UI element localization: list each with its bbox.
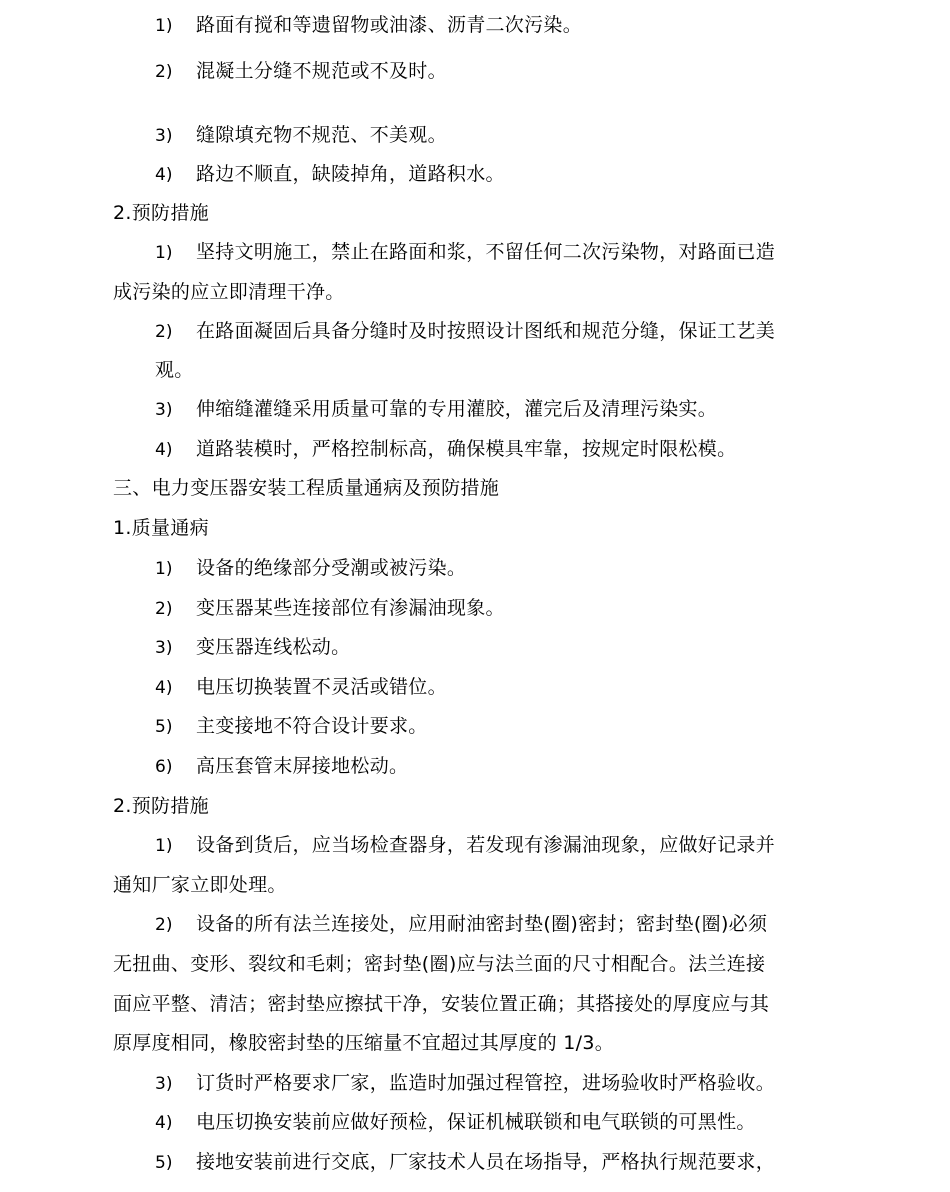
list-number: 1)	[155, 559, 173, 579]
section-heading: 2.预防措施	[113, 795, 209, 817]
section-heading: 2.预防措施	[113, 202, 209, 224]
list-number: 4)	[155, 165, 173, 185]
list-number: 4)	[155, 1113, 173, 1133]
list-item-text: 接地安装前进行交底，厂家技术人员在场指导，严格执行规范要求，	[196, 1151, 776, 1173]
list-number: 3)	[155, 638, 173, 658]
list-number: 4)	[155, 440, 173, 460]
list-number: 4)	[155, 678, 173, 698]
list-item-text: 路边不顺直，缺陵掉角，道路积水。	[196, 163, 505, 185]
list-number: 1)	[155, 243, 173, 263]
list-item-text: 缝隙填充物不规范、不美观。	[196, 124, 447, 146]
list-item-text: 设备的绝缘部分受潮或被污染。	[196, 557, 467, 579]
list-item-text: 坚持文明施工，禁止在路面和浆，不留任何二次污染物，对路面已造	[196, 241, 776, 263]
list-item-text: 在路面凝固后具备分缝时及时按照设计图纸和规范分缝，保证工艺美	[196, 320, 776, 342]
list-item-text: 变压器某些连接部位有渗漏油现象。	[196, 597, 505, 619]
list-item-continuation: 原厚度相同，橡胶密封垫的压缩量不宜超过其厚度的 1/3。	[113, 1032, 615, 1054]
list-item-continuation: 通知厂家立即处理。	[113, 874, 287, 896]
list-number: 5)	[155, 1153, 173, 1173]
list-item-text: 道路装模时，严格控制标高，确保模具牢靠，按规定时限松模。	[196, 438, 737, 460]
list-item-text: 设备的所有法兰连接处，应用耐油密封垫(圈)密封；密封垫(圈)必须	[196, 913, 768, 935]
list-item-continuation: 无扭曲、变形、裂纹和毛刺；密封垫(圈)应与法兰面的尺寸相配合。法兰连接	[113, 953, 766, 975]
list-number: 5)	[155, 717, 173, 737]
list-item-continuation: 成污染的应立即清理干净。	[113, 281, 345, 303]
list-item-continuation: 面应平整、清洁；密封垫应擦拭干净，安装位置正确；其搭接处的厚度应与其	[113, 993, 770, 1015]
section-title: 三、电力变压器安装工程质量通病及预防措施	[113, 477, 500, 499]
list-item-text: 订货时严格要求厂家，监造时加强过程管控，进场验收时严格验收。	[196, 1072, 776, 1094]
list-number: 2)	[155, 62, 173, 82]
list-item-text: 主变接地不符合设计要求。	[196, 715, 428, 737]
list-number: 3)	[155, 1074, 173, 1094]
list-item-text: 变压器连线松动。	[196, 636, 351, 658]
list-item-text: 电压切换安装前应做好预检，保证机械联锁和电气联锁的可黑性。	[196, 1111, 756, 1133]
list-number: 1)	[155, 16, 173, 36]
list-number: 3)	[155, 126, 173, 146]
list-item-text: 路面有搅和等遗留物或油漆、沥青二次污染。	[196, 14, 583, 36]
list-item-text: 混凝土分缝不规范或不及时。	[196, 60, 447, 82]
list-item-text: 伸缩缝灌缝采用质量可靠的专用灌胶，灌完后及清理污染实。	[196, 398, 718, 420]
list-number: 2)	[155, 915, 173, 935]
list-number: 6)	[155, 757, 173, 777]
list-item-continuation: 观。	[155, 359, 194, 381]
list-item-text: 电压切换装置不灵活或错位。	[196, 676, 447, 698]
list-item-text: 高压套管末屏接地松动。	[196, 755, 409, 777]
section-heading: 1.质量通病	[113, 517, 209, 539]
list-number: 2)	[155, 322, 173, 342]
list-number: 3)	[155, 400, 173, 420]
list-number: 2)	[155, 599, 173, 619]
list-number: 1)	[155, 836, 173, 856]
list-item-text: 设备到货后，应当场检查器身，若发现有渗漏油现象，应做好记录并	[196, 834, 776, 856]
